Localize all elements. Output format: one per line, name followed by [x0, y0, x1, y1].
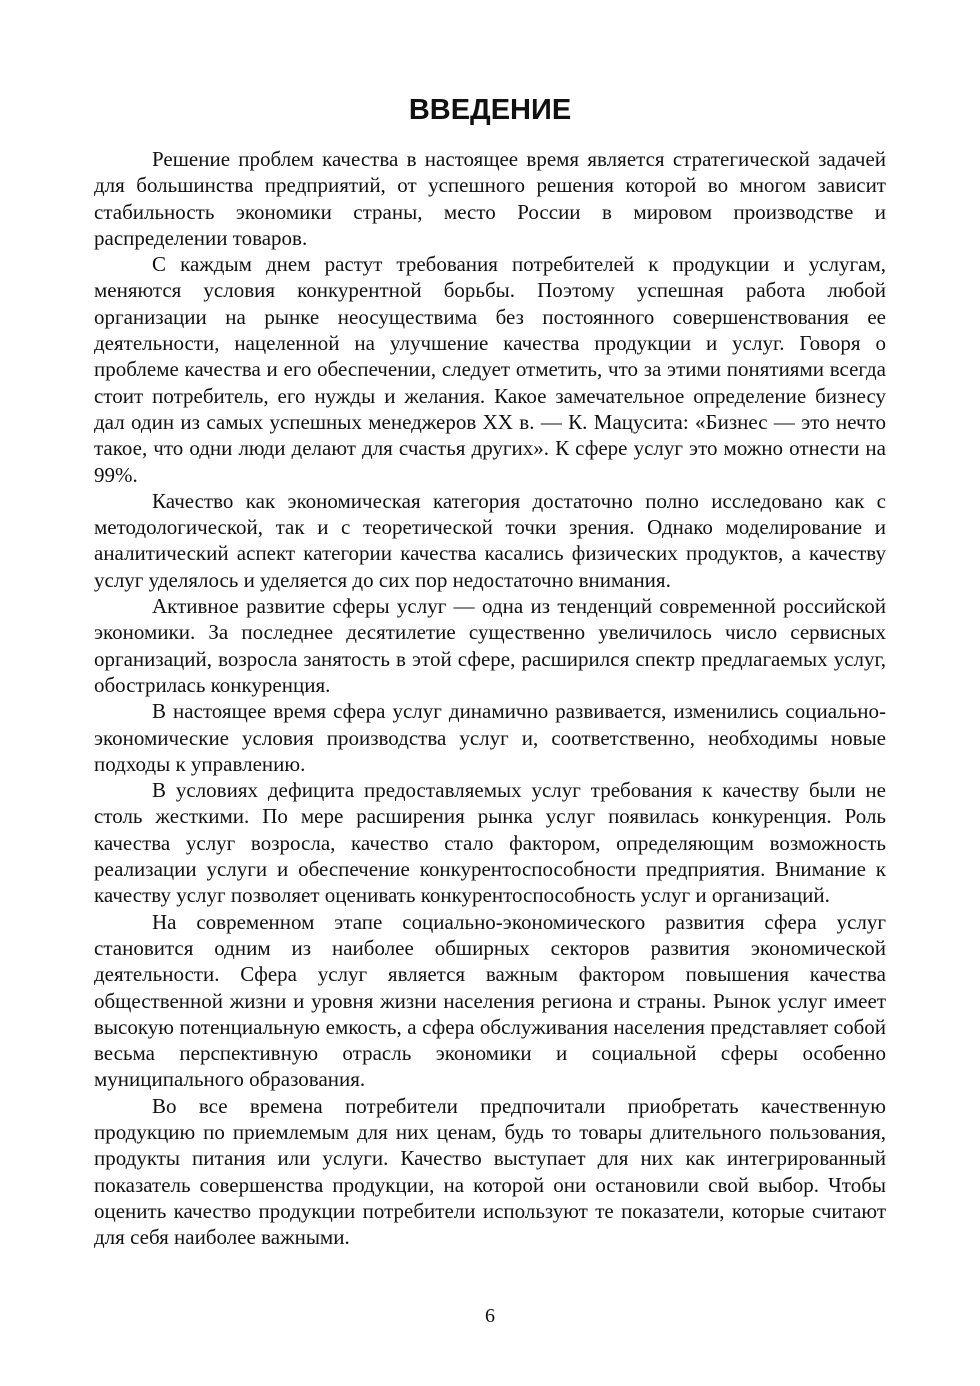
- paragraph: С каждым днем растут требования потребителей к продукции и услугам, меняются условия конкурентной борьбы. Поэтому успешная работа любой организации на рынке неосуществима без постоянного совершенствования ее деятельности, нацеленной на улучшение качества продукции и услуг. Говоря о проблеме качества и его обеспечении, следует отметить, что за этими понятиями всегда стоит потребитель, его нужды и желания. Какое замечательное определение бизнесу дал один из самых успешных менеджеров XX в. — К. Мацусита: «Бизнес — это нечто такое, что одни люди делают для счастья других». К сфере услуг это можно отнести на 99%.: [94, 252, 886, 487]
- page-number: 6: [485, 1305, 495, 1327]
- paragraph: Решение проблем качества в настоящее время является стратегической задачей для большинства предприятий, от успешного решения которой во многом зависит стабильность экономики страны, место России в мировом производстве и распределении товаров.: [94, 147, 886, 250]
- paragraph: Во все времена потребители предпочитали приобретать качественную продукцию по приемлемым для них ценам, будь то товары длительного пользования, продукты питания или услуги. Качество выступает для них как интегрированный показатель совершенства продукции, на которой они остановили свой выбор. Чтобы оценить качество продукции потребители используют те показатели, которые считают для себя наиболее важными.: [94, 1093, 886, 1250]
- page-title: ВВЕДЕНИЕ: [408, 94, 572, 126]
- paragraph: Качество как экономическая категория достаточно полно исследовано как с методологической, так и с теоретической точки зрения. Однако моделирование и аналитический аспект категории качества касались физических продуктов, а качеству услуг уделялось и уделяется до сих пор недостаточно внимания.: [94, 488, 886, 592]
- paragraph: Активное развитие сферы услуг — одна из тенденций современной российской экономики. За последнее десятилетие существенно увеличилось число сервисных организаций, возросла занятость в этой сфере, расширился спектр предлагаемых услуг, обострилась конкуренция.: [94, 594, 886, 697]
- paragraph: На современном этапе социально-экономического развития сфера услуг становится одним из наиболее обширных секторов развития экономической деятельности. Сфера услуг является важным фактором повышения качества общественной жизни и уровня жизни населения региона и страны. Рынок услуг имеет высокую потенциальную емкость, а сфера обслуживания населения представляет собой весьма перспективную отрасль экономики и социальной сферы особенно муниципального образования.: [94, 909, 886, 1092]
- paragraph: В настоящее время сфера услуг динамично развивается, изменились социально-экономические условия производства услуг и, соответственно, необходимы новые подходы к управлению.: [94, 699, 886, 776]
- paragraph: В условиях дефицита предоставляемых услуг требования к качеству были не столь жесткими. По мере расширения рынка услуг появилась конкуренция. Роль качества услуг возросла, качество стало фактором, определяющим возможность реализации услуги и обеспечение конкурентоспособности предприятия. Внимание к качеству услуг позволяет оценивать конкурентоспособность услуг и организаций.: [94, 778, 886, 908]
- body-text: [94, 146, 886, 1250]
